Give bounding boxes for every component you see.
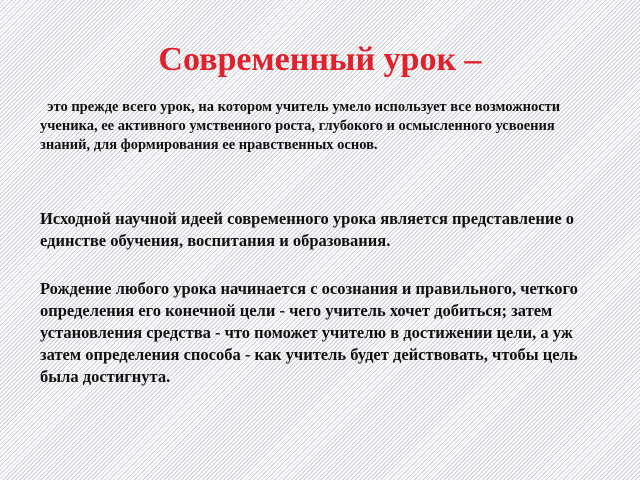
paragraph-scientific-idea: Исходной научной идеей современного урока является представление о единстве обучения, воспитания и образования. — [40, 209, 575, 250]
slide-title: Современный урок – — [158, 41, 482, 78]
paragraph-lesson-origin: Рождение любого урока начинается с осознания и правильного, четкого определения его конечной цели - чего учитель хочет добиться; затем установления средства - что поможет учителю в достижении цели, а уж затем определения способа - как учитель будет действовать, чтобы цель была достигнута. — [40, 279, 578, 386]
definition-text: это прежде всего урок, на котором учитель умело использует все возможности ученика, ее активного умственного роста, глубокого и осмысленного усвоения знаний, для формирования ее нравственных основ. — [40, 99, 564, 153]
